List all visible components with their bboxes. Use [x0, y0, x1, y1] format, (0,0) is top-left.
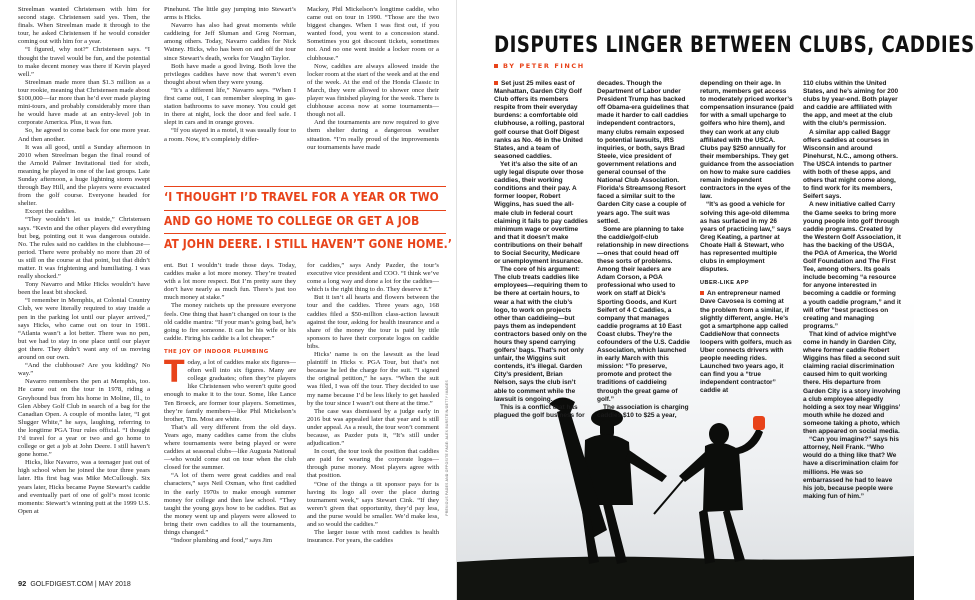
paragraph: Navarro has also had great moments while caddieing for Jeff Sluman and Greg Norman, among others. Today, Navarro caddies for Nick Watney. Hicks, who has been on and off the tour since Stewart’s death, works for Vaughn Taylor. [164, 22, 296, 62]
paragraph: So, he agreed to come back for one more year. And then another. [18, 127, 150, 143]
paragraph: “And the clubhouse? Are you kidding? No way.” [18, 362, 150, 378]
paragraph: The larger issue with most caddies is health insurance. For years, the caddies [307, 529, 439, 545]
byline-text: BY PETER FINCH [503, 62, 585, 70]
paragraph: It was all good, until a Sunday afternoon in 2010 when Streelman began the final round of the Arnold Palmer Invitational tied for sixth, meaning he played in one of the last groups. Late Sunday afternoon, a huge lightning storm swept through Bay Hill, and the players were evacuated from the golf course. Everyone headed for shelter. [18, 143, 150, 208]
paragraph: The money ratchets up the pressure everyone feels. One thing that hasn’t changed on tour is the old caddie mantra: “If your man’s going bad, he’s going to fire someone. It can be his wife or his caddie. Firing his caddie is a lot cheaper.” [164, 302, 296, 342]
paragraph: “One of the things a tit sponsor pays for is having its logo all over the place during tournament week,” says Stewart Cink. “If they weren’t given that opportunity, they’d pay less, and the purse would be smaller. We’d make less, and so would the caddies.” [307, 480, 439, 528]
paragraph: for caddies,” says Andy Pazder, the tour’s executive vice president and COO. “I think we’ve come a long way and done a lot for the caddies—which is the right thing to do. They deserve it.” [307, 262, 439, 294]
paragraph: A similar app called Baggr offers caddies at courses in Wisconsin and around Pinehurst, N.C., among others. The USCA intends to partner with both of these apps, and others that might come along, to find work for its members, Seifert says. [803, 128, 898, 201]
paragraph: The core of his argument: The club treats caddies like employees—requiring them to be there at certain hours, to wear a hat with the club’s logo, to work on projects other than caddieing—but pays them as independent contractors based only on the hours they spend carrying golfers’ bags. That’s not only unfair, the Wiggins suit contends, it’s illegal. Garden City’s president, Brian Nelson, says the club isn’t able to comment while the lawsuit is ongoing. [494, 266, 588, 403]
paragraph: “They wouldn’t let us inside,” Christensen says. “Kevin and the other players did everything but beg, pointing out it was dangerous outside. No. The rules said no caddies in the clubhouse—period. There were probably no more than 20 of us still on the course at that point, but that didn’t matter. It was frightening and humiliating. I was really shocked.” [18, 216, 150, 281]
folio-text: GOLFDIGEST.COM | MAY 2018 [30, 581, 131, 588]
paragraph: Hicks’ name is on the lawsuit as the lead plaintiff in Hicks v. PGA Tour, but that’s not because he led the charge for the suit. “I signed the original petition,” he says. “When the suit was filed, I was off the tour. They decided to use my name because I’d be less likely to get hassled by the tour since I wasn’t out there at the time.” [307, 351, 439, 407]
paragraph: Pinehurst. The little guy jumping into Stewart’s arms is Hicks. [164, 6, 296, 22]
paragraph: “It’s a different life,” Navarro says. “When I first came out, I can remember sleeping in gas-station bathrooms to save money. You could get in there at night, lock the door and feel safe. I slept in cars and in orange groves. [164, 86, 296, 127]
paragraph: “If you stayed in a motel, it was usually four to a room. Now, it’s completely differ- [164, 127, 296, 143]
paragraph: Yet it’s also the site of an ugly legal dispute over those caddies, their working conditions and their pay. A former looper, Robert Wiggins, has sued the all-male club in federal court claiming it fails to pay caddies minimum wage or overtime and that it doesn’t make contributions on their behalf to Social Security, Medicare or unemployment insurance. [494, 160, 588, 266]
paragraph: Mackey, Phil Mickelson’s longtime caddie, who came out on tour in 1990. “Those are the two biggest changes. When I was first out, if you wanted food, you went to a concession stand. Sometimes you got discount tickets, sometimes not. And no one went inside a locker room or a clubhouse.” [307, 6, 439, 62]
sidebar-column-2 [597, 80, 691, 420]
paragraph: Streelman wanted Christensen with him for second stage. Christensen said yes. Then, the finals. When Streelman made it through to the tour, he asked Christensen if he would consider coming out with him for a year. [18, 6, 150, 46]
pull-quote-line-1: ‘I THOUGHT I’D TRAVEL FOR A YEAR OR TWO [164, 190, 439, 205]
byline-square-icon [494, 64, 498, 68]
bullet-square-icon [494, 81, 498, 85]
paragraph: “Can you imagine?” says his attorney, Neil Frank. “Who would do a thing like that? We have a discrimination claim for millions. He was so embarrassed he had to leave his job, because people were making fun of him.” [803, 436, 899, 500]
paragraph: “Indoor plumbing and food,” says Jim [171, 537, 273, 545]
page-number: 92 [18, 579, 27, 588]
paragraph [494, 80, 588, 161]
paragraph: The case was dismissed by a judge early in 2016 but was appealed later that year and is still under appeal. As a result, the tour won’t comment because, as Pazder puts it, “It’s still under adjudication.” [307, 407, 439, 448]
paragraph: Navarro remembers the pen at Memphis, too. He came out on the tour in 1978, riding a Greyhound bus from his home in Moline, Ill., to Glen Abbey Golf Club in search of a bag for the Canadian Open. A couple of months later, “I got Slugger White,” he says, laughing, referring to the longtime PGA Tour rules official. “I thought I’d travel for a year or two and go home to college or get a job at John Deere. I still haven’t gone home.” [18, 378, 150, 459]
byline [494, 62, 585, 70]
sidebar-column-1 [494, 80, 588, 420]
dropcap-paragraph [164, 355, 296, 424]
paragraph: That kind of advice might’ve come in handy in Garden City, where former caddie Robert Wiggins has filed a second suit claiming racial discrimination caused him to quit working there. His departure from Garden City is a story involving a club employee allegedly holding a sex toy near Wiggins’ mouth while he dozed and someone taking a photo, which then appeared on social media. [803, 330, 901, 436]
paragraph: “I figured, why not?” Christensen says. “I thought the travel would be fun, and the potential to make decent money was there if Kevin played well.” [18, 46, 150, 78]
dropcap-paragraph-text: oday, a lot of caddies make six figures—often well into six figures. Many are college graduates; often they’re players like Christensen who weren’t quite good enough to make it to the tour. Some, like Lance Ten Broeck, are former tour players. Sometimes, they’re family members—like Phil Mickelson’s brother, Tim. Most are white. [164, 359, 296, 423]
paragraph: Streelman made more than $1.3 million as a tour rookie, meaning that Christensen made about $100,000—far more than he’d ever made playing mini-tours, and probably considerably more than he would have made at an entry-level job in corporate America. Plus, it was fun. [18, 78, 150, 127]
paragraph: Hicks, like Navarro, was a teenager just out of high school when he joined the tour three years later. His first bag was Mike McCullough. Six years later, Hicks became Payne Stewart’s caddie and eventually part of one of golf’s most iconic moments: Stewart’s winning putt at the 1999 U.S. Open at [18, 459, 150, 515]
paragraph: Some are planning to take the caddie/golf-club relationship in new directions—ones that could head off these sorts of problems. Among their leaders are Adam Corson, a PGA professional who used to work on staff at Dick’s Sporting Goods, and Kurt Seifert of 4 C Caddies, a company that manages caddie programs at 10 East Coast clubs. They’re the cofounders of the U.S. Caddie Association, which launched in early March with this mission: “To preserve, promote and protect the traditions of caddieing through the great game of golf.” [597, 225, 690, 403]
paragraph: Tony Navarro and Mike Hicks wouldn’t have been the least bit shocked. [18, 281, 150, 297]
paragraph: Except the caddies. [25, 208, 77, 216]
paragraph-text: Set just 25 miles east of Manhattan, Garden City Golf Club offers its members respite from their everyday burdens: a comfortable old clubhouse, a rolling, pastoral golf course that Golf Digest ranks as No. 46 in the United States, and a team of seasoned caddies. [494, 80, 585, 160]
pull-quote-line-3: AT JOHN DEERE. I STILL HAVEN’T GONE HOME.’ [164, 237, 453, 253]
section-subhead: THE JOY OF INDOOR PLUMBING [164, 348, 269, 355]
photo-credit: PREVIOUS PAGES AND OPPOSITE PAGE: ALEX BURSTEIN/GETTY IMAGES [445, 380, 449, 516]
paragraph [700, 290, 794, 395]
bullet-square-icon [700, 291, 704, 295]
right-page [457, 0, 975, 600]
drop-cap: T [164, 355, 185, 391]
paragraph: In court, the tour took the position that caddies are paid for wearing the corporate logos—through purse money. Most players agree with that position. [307, 448, 439, 480]
article-column-1 [18, 6, 150, 516]
sidebar-column-4 [803, 80, 901, 501]
paragraph: 110 clubs within the United States, and he’s aiming for 200 clubs by year-end. Both player and caddie are affiliated with the app, and meet at the club with the club’s permission. [803, 80, 899, 128]
paragraph: depending on their age. In return, members get access to moderately priced worker’s compensation insurance (paid for with a small upcharge to golfers who hire them), and they can work at any club affiliated with the USCA. Clubs pay $250 annually for their memberships. They get guidance from the association on how to make sure caddies remain independent contractors in the eyes of the law. [700, 80, 794, 201]
article-column-3-top [307, 6, 439, 152]
paragraph: And the tournaments are now required to give them shelter during a dangerous weather situation. “I’m really proud of the improvements our tournaments have made [307, 119, 439, 151]
paragraph: Now, caddies are always allowed inside the locker room at the start of the week and at the end of the week. At the end of the Honda Classic in March, they were allowed to shower once their player was finished playing for the week. There is clubhouse access now at some tournaments—though not all. [307, 62, 440, 119]
paragraph: The association is charging caddies $10 to $25 a year, [597, 403, 689, 419]
paragraph: “It’s as good a vehicle for solving this age-old dilemma as has surfaced in my 26 years of practicing law,” says Greg Keating, a partner at Choate Hall & Stewart, who has represented multiple clubs in employment disputes. [700, 201, 792, 274]
paragraph: decades. Though the Department of Labor under President Trump has backed off Obama-era guidelines that made it harder to call caddies independent contractors, many clubs remain exposed to potential lawsuits, IRS inquiries, or both, says Brad Steele, vice president of government relations and general counsel of the National Club Association. Florida’s Streamsong Resort faced a similar suit to the Garden City case a couple of years ago. The suit was settled. [597, 80, 689, 225]
pull-quote [164, 186, 453, 257]
sidebar-column-3 [700, 80, 794, 396]
left-page [0, 0, 457, 600]
paragraph: “I remember in Memphis, at Colonial Country Club, we were literally required to stay inside a pen in the parking lot until our player arrived,” says Hicks, who came out on tour in 1981. “Atlanta wasn’t a lot better. There was no pen, but we had to stay in one place until our player got there. They didn’t want any of us moving around on our own. [18, 297, 150, 362]
article-column-2-bottom [164, 262, 296, 545]
article-column-2-top [164, 6, 296, 144]
paragraph: A new initiative called Carry the Game seeks to bring more young people into golf through caddie programs. Created by the Western Golf Association, it has the backing of the USGA, the PGA of America, the World Golf Foundation and The First Tee, among others. Its goals include becoming “a resource for anyone interested in becoming a caddie or forming a youth caddie program,” and it will offer “best practices on creating and managing programs.” [803, 201, 901, 330]
paragraph: ent. But I wouldn’t trade those days. Today, caddies make a lot more money. They’re treated with a lot more respect. But I’m pretty sure they don’t have nearly as much fun. There’s just too much money at stake.” [164, 262, 296, 302]
folio [18, 579, 131, 588]
sidebar-subhead: UBER-LIKE APP [700, 280, 750, 287]
paragraph: This is a conflict that has plagued the golf business for [494, 403, 585, 419]
article-column-3-bottom [307, 262, 439, 545]
pull-quote-line-2: AND GO HOME TO COLLEGE OR GET A JOB [164, 213, 420, 229]
paragraph: Both have made a good living. Both love the privileges caddies have now that weren’t even thought about when they were young. [164, 62, 296, 86]
paragraph: “A lot of them were great caddies and real characters,” says Neil Oxman, who first caddied in the early 1970s to make enough summer money for college and then law school. “They taught the young guys how to be caddies. But as the money went up and players were allowed to bring their own caddies to all the tournaments, things changed.” [164, 472, 296, 536]
paragraph: But it isn’t all hearts and flowers between the tour and the caddies. Three years ago, 168 caddies filed a $50-million class-action lawsuit against the tour, asking for health insurance and a share of the money the tour is paid by title sponsors to have their corporate logos on caddie bibs. [307, 294, 439, 350]
paragraph-text: An entrepreneur named Dave Cavosea is coming at the problem from a similar, if slightly different, angle. He’s got a smartphone app called CaddieNow that connects loopers with golfers, much as Uber connects drivers with people needing rides. Launched two years ago, it can find you a “true independent contractor” caddie at [700, 290, 792, 395]
paragraph: That’s all very different from the old days. Years ago, many caddies came from the clubs where tournaments were being played or were caddies at seasonal clubs—like Augusta National—who would come out on tour when the club closed for the summer. [164, 423, 296, 472]
sidebar-title: DISPUTES LINGER BETWEEN CLUBS, CADDIES [494, 33, 975, 58]
